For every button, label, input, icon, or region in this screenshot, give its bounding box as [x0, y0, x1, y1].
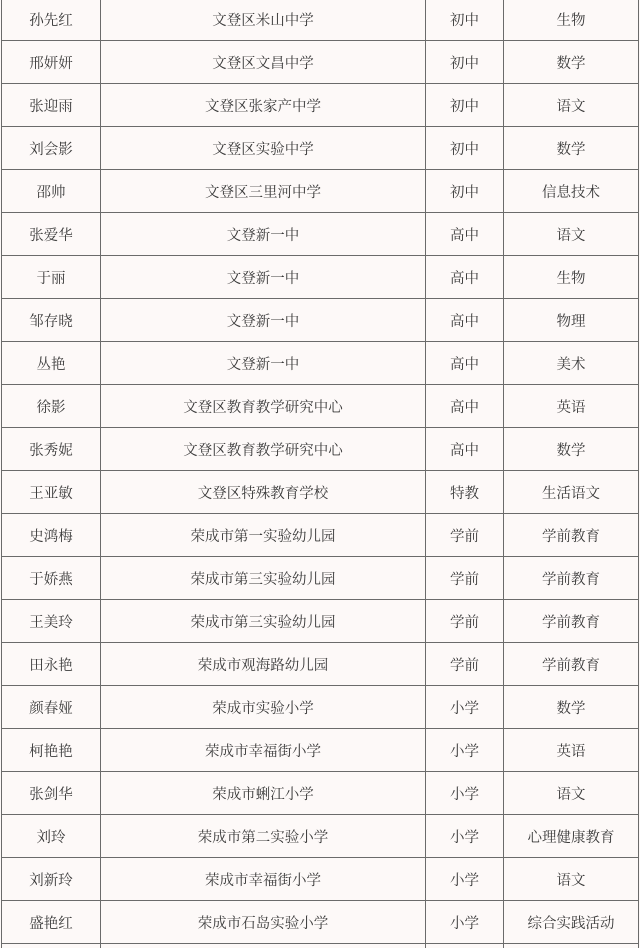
table-row — [2, 127, 639, 170]
table-row — [2, 858, 639, 901]
table-row — [2, 385, 639, 428]
school-name-cell: 文登新一中 — [101, 256, 426, 299]
teacher-list-table — [1, 0, 639, 948]
school-name-cell: 文登区教育教学研究中心 — [101, 428, 426, 471]
table-row — [2, 84, 639, 127]
school-name-cell: 荣成市幸福街小学 — [101, 729, 426, 772]
school-name-cell: 荣成市第三实验幼儿园 — [101, 557, 426, 600]
table-row — [2, 41, 639, 84]
school-name-cell: 文登区三里河中学 — [101, 170, 426, 213]
table-row — [2, 600, 639, 643]
school-level-cell: 高中 — [426, 299, 504, 342]
teacher-name-cell: 颜春娅 — [2, 686, 101, 729]
subject-cell: 信息技术 — [504, 170, 639, 213]
subject-cell: 生物 — [504, 0, 639, 41]
school-level-cell: 高中 — [426, 428, 504, 471]
school-name-cell: 荣成市幸福街小学 — [101, 858, 426, 901]
school-name-cell: 荣成市观海路幼儿园 — [101, 643, 426, 686]
school-level-cell: 高中 — [426, 213, 504, 256]
table-row — [2, 299, 639, 342]
table-body — [2, 0, 639, 948]
table-row — [2, 643, 639, 686]
teacher-name-cell: 刘会影 — [2, 127, 101, 170]
subject-cell: 语文 — [504, 84, 639, 127]
subject-cell: 学前教育 — [504, 600, 639, 643]
school-level-cell: 学前 — [426, 600, 504, 643]
table-row — [2, 557, 639, 600]
school-level-cell: 小学 — [426, 901, 504, 944]
school-level-cell: 特教 — [426, 471, 504, 514]
subject-cell: 数学 — [504, 428, 639, 471]
subject-cell: 语文 — [504, 213, 639, 256]
school-level-cell: 小学 — [426, 686, 504, 729]
school-level-cell: 初中 — [426, 41, 504, 84]
school-name-cell: 文登区实验中学 — [101, 127, 426, 170]
teacher-name-cell: 邹存晓 — [2, 299, 101, 342]
teacher-name-cell: 张秀妮 — [2, 428, 101, 471]
school-level-cell: 小学 — [426, 729, 504, 772]
subject-cell: 综合实践活动 — [504, 901, 639, 944]
teacher-name-cell: 邢妍妍 — [2, 41, 101, 84]
school-level-cell: 小学 — [426, 858, 504, 901]
table-row — [2, 0, 639, 41]
subject-cell: 数学 — [504, 127, 639, 170]
school-name-cell: 文登区张家产中学 — [101, 84, 426, 127]
school-level-cell: 初中 — [426, 84, 504, 127]
subject-cell: 生活语文 — [504, 471, 639, 514]
school-name-cell: 荣成市第一实验幼儿园 — [101, 514, 426, 557]
subject-cell: 心理健康教育 — [504, 815, 639, 858]
school-name-cell: 文登新一中 — [101, 213, 426, 256]
subject-cell: 物理 — [504, 299, 639, 342]
school-name-cell: 文登区教育教学研究中心 — [101, 385, 426, 428]
school-name-cell: 文登新一中 — [101, 299, 426, 342]
school-level-cell: 小学 — [426, 772, 504, 815]
subject-cell: 英语 — [504, 729, 639, 772]
teacher-name-cell: 徐影 — [2, 385, 101, 428]
teacher-name-cell: 张剑华 — [2, 772, 101, 815]
table-row — [2, 256, 639, 299]
teacher-name-cell: 张爱华 — [2, 213, 101, 256]
school-name-cell: 文登区文昌中学 — [101, 41, 426, 84]
table-row — [2, 901, 639, 944]
teacher-name-cell: 王亚敏 — [2, 471, 101, 514]
school-name-cell: 文登区特殊教育学校 — [101, 471, 426, 514]
subject-cell — [504, 944, 639, 948]
table-row — [2, 729, 639, 772]
teacher-name-cell: 柯艳艳 — [2, 729, 101, 772]
table-row — [2, 342, 639, 385]
teacher-name-cell: 孙先红 — [2, 0, 101, 41]
school-level-cell: 学前 — [426, 557, 504, 600]
subject-cell: 学前教育 — [504, 643, 639, 686]
teacher-name-cell: 刘玲 — [2, 815, 101, 858]
teacher-name-cell — [2, 944, 101, 948]
school-name-cell: 荣成市第三实验幼儿园 — [101, 600, 426, 643]
teacher-name-cell: 于丽 — [2, 256, 101, 299]
table-row — [2, 772, 639, 815]
school-level-cell — [426, 944, 504, 948]
subject-cell: 英语 — [504, 385, 639, 428]
school-level-cell: 学前 — [426, 643, 504, 686]
subject-cell: 生物 — [504, 256, 639, 299]
table-row — [2, 815, 639, 858]
school-name-cell — [101, 944, 426, 948]
school-level-cell: 高中 — [426, 256, 504, 299]
table-row — [2, 471, 639, 514]
table-row — [2, 428, 639, 471]
school-level-cell: 初中 — [426, 0, 504, 41]
school-level-cell: 高中 — [426, 385, 504, 428]
subject-cell: 学前教育 — [504, 557, 639, 600]
school-level-cell: 学前 — [426, 514, 504, 557]
school-name-cell: 文登新一中 — [101, 342, 426, 385]
teacher-name-cell: 王美玲 — [2, 600, 101, 643]
table-row — [2, 170, 639, 213]
subject-cell: 数学 — [504, 41, 639, 84]
table-row — [2, 213, 639, 256]
teacher-name-cell: 于娇燕 — [2, 557, 101, 600]
school-name-cell: 文登区米山中学 — [101, 0, 426, 41]
school-name-cell: 荣成市石岛实验小学 — [101, 901, 426, 944]
table-row — [2, 514, 639, 557]
teacher-name-cell: 邵帅 — [2, 170, 101, 213]
teacher-name-cell: 丛艳 — [2, 342, 101, 385]
teacher-name-cell: 田永艳 — [2, 643, 101, 686]
table-row — [2, 944, 639, 948]
school-level-cell: 高中 — [426, 342, 504, 385]
school-level-cell: 小学 — [426, 815, 504, 858]
teacher-name-cell: 张迎雨 — [2, 84, 101, 127]
subject-cell: 语文 — [504, 772, 639, 815]
subject-cell: 学前教育 — [504, 514, 639, 557]
table-row — [2, 686, 639, 729]
subject-cell: 美术 — [504, 342, 639, 385]
school-name-cell: 荣成市蜊江小学 — [101, 772, 426, 815]
teacher-name-cell: 刘新玲 — [2, 858, 101, 901]
school-level-cell: 初中 — [426, 127, 504, 170]
teacher-name-cell: 盛艳红 — [2, 901, 101, 944]
school-name-cell: 荣成市第二实验小学 — [101, 815, 426, 858]
school-level-cell: 初中 — [426, 170, 504, 213]
subject-cell: 数学 — [504, 686, 639, 729]
school-name-cell: 荣成市实验小学 — [101, 686, 426, 729]
subject-cell: 语文 — [504, 858, 639, 901]
teacher-name-cell: 史鸿梅 — [2, 514, 101, 557]
